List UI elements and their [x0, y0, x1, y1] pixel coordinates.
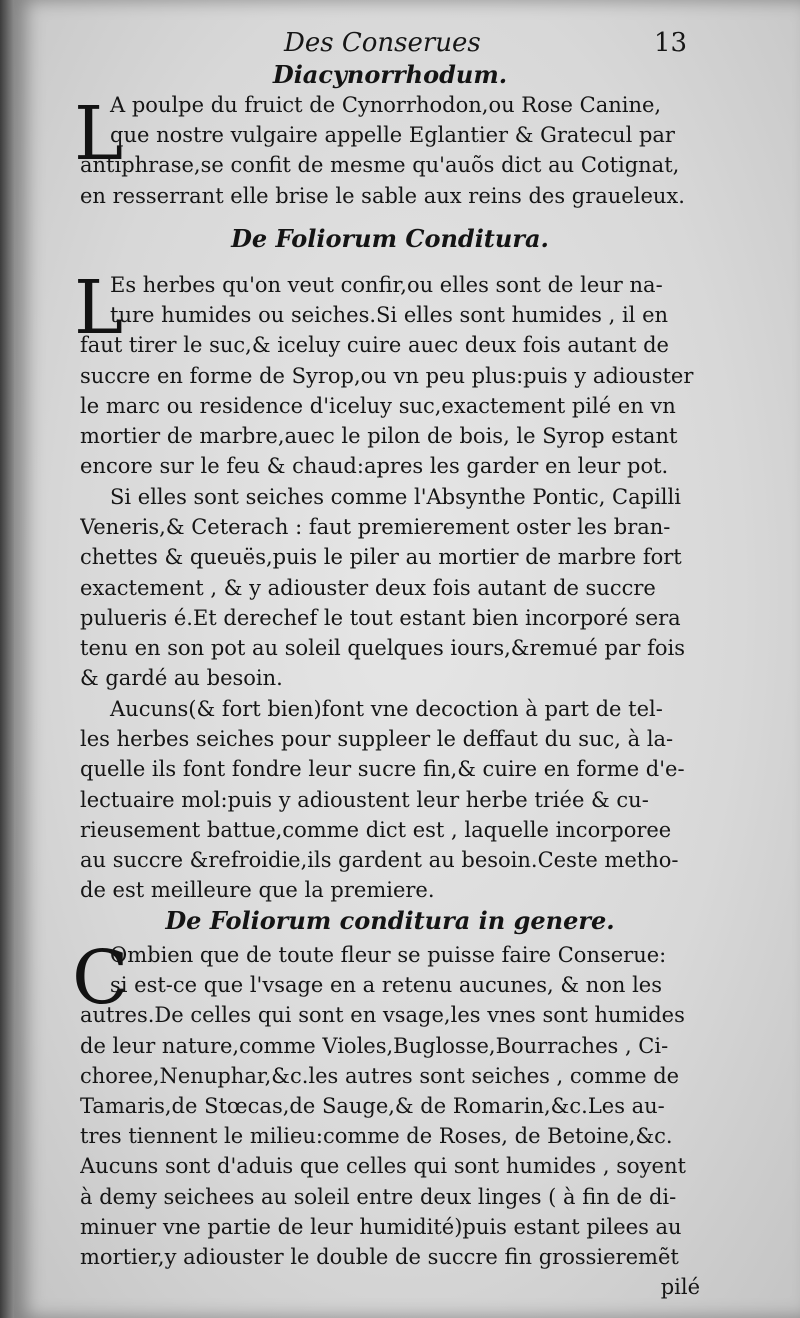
text-line: rieusement battue,comme dict est , laquelle incorporee — [80, 817, 672, 842]
page-number: 13 — [654, 28, 688, 58]
text-line: mortier de marbre,auec le pilon de bois, le Syrop estant — [80, 424, 678, 449]
page-binding-shadow — [0, 0, 14, 1318]
drop-cap-c: C — [72, 935, 129, 1021]
text-line: Veneris,& Ceterach : faut premierement oster les bran- — [80, 515, 671, 540]
running-head: Des Conserues — [284, 28, 481, 58]
text-line: Aucuns(& fort bien)font vne decoction à part de tel- — [110, 697, 663, 721]
text-line: en resserrant elle brise le sable aux reins des graueleux. — [80, 183, 685, 208]
text-line: autres.De celles qui sont en vsage,les vnes sont humides — [80, 1003, 685, 1028]
text-line: pulueris é.Et derechef le tout estant bien incorporé sera — [80, 605, 681, 630]
text-line: Aucuns sont d'aduis que celles qui sont humides , soyent — [80, 1154, 686, 1179]
catchword: pilé — [660, 1275, 700, 1299]
text-line: de est meilleure que la premiere. — [80, 878, 435, 903]
text-line: encore sur le feu & chaud:apres les garder en leur pot. — [80, 454, 669, 479]
text-line: de leur nature,comme Violes,Buglosse,Bourraches , Ci- — [80, 1033, 669, 1058]
paragraph-decoction — [80, 694, 700, 905]
text-line: les herbes seiches pour suppleer le deffaut du suc, à la- — [80, 727, 674, 752]
paragraph-diacynorrhodum — [80, 90, 700, 211]
text-line: antiphrase,se confit de mesme qu'auõs dict au Cotignat, — [80, 153, 680, 178]
drop-cap-l: L — [74, 265, 124, 351]
text-line: que nostre vulgaire appelle Eglantier & Gratecul par — [110, 123, 675, 148]
text-line: tenu en son pot au soleil quelques iours,&remué par fois — [80, 636, 686, 661]
section-title-de-foliorum-conditura: De Foliorum Conditura. — [231, 224, 549, 253]
text-line: minuer vne partie de leur humidité)puis estant pilees au — [80, 1214, 682, 1239]
text-line: quelle ils font fondre leur sucre fin,& cuire en forme d'e- — [80, 757, 685, 782]
book-page — [14, 0, 800, 1318]
text-line: Tamaris,de Stœcas,de Sauge,& de Romarin,&c.Les au- — [80, 1094, 665, 1119]
catchword-line — [80, 1272, 700, 1302]
section-title-de-foliorum-in-genere: De Foliorum conditura in genere. — [165, 906, 615, 935]
text-line: si est-ce que l'vsage en a retenu aucunes, & non les — [110, 973, 662, 998]
text-line: tres tiennent le milieu:comme de Roses, de Betoine,&c. — [80, 1124, 673, 1149]
section-title-diacynorrhodum: Diacynorrhodum. — [272, 60, 508, 89]
text-line: Es herbes qu'on veut confir,ou elles sont de leur na- — [110, 273, 663, 297]
paragraph-herbes-humides — [80, 270, 700, 481]
text-line: Si elles sont seiches comme l'Absynthe Pontic, Capilli — [110, 485, 681, 509]
text-line: & gardé au besoin. — [80, 666, 283, 691]
drop-cap-l: L — [74, 91, 124, 177]
text-line: Ombien que de toute fleur se puisse faire Conserue: — [110, 943, 667, 967]
text-line: le marc ou residence d'iceluy suc,exactement pilé en vn — [80, 393, 676, 418]
text-line: ture humides ou seiches.Si elles sont humides , il en — [110, 303, 669, 328]
text-line: à demy seichees au soleil entre deux linges ( à fin de di- — [80, 1184, 677, 1209]
text-line: faut tirer le suc,& iceluy cuire auec deux fois autant de — [80, 333, 669, 358]
paragraph-conserues — [80, 940, 700, 1272]
text-line: exactement , & y adiouster deux fois autant de succre — [80, 575, 656, 600]
text-line: succre en forme de Syrop,ou vn peu plus:puis y adiouster — [80, 363, 694, 388]
text-line: lectuaire mol:puis y adioustent leur herbe triée & cu- — [80, 787, 649, 812]
text-line: A poulpe du fruict de Cynorrhodon,ou Rose Canine, — [110, 93, 662, 117]
text-line: mortier,y adiouster le double de succre fin grossieremẽt — [80, 1245, 679, 1270]
text-line: choree,Nenuphar,&c.les autres sont seiches , comme de — [80, 1063, 680, 1088]
paragraph-herbes-seiches — [80, 482, 700, 693]
text-line: au succre &refroidie,ils gardent au besoin.Ceste metho- — [80, 848, 679, 873]
text-line: chettes & queuës,puis le piler au mortier de marbre fort — [80, 545, 682, 570]
